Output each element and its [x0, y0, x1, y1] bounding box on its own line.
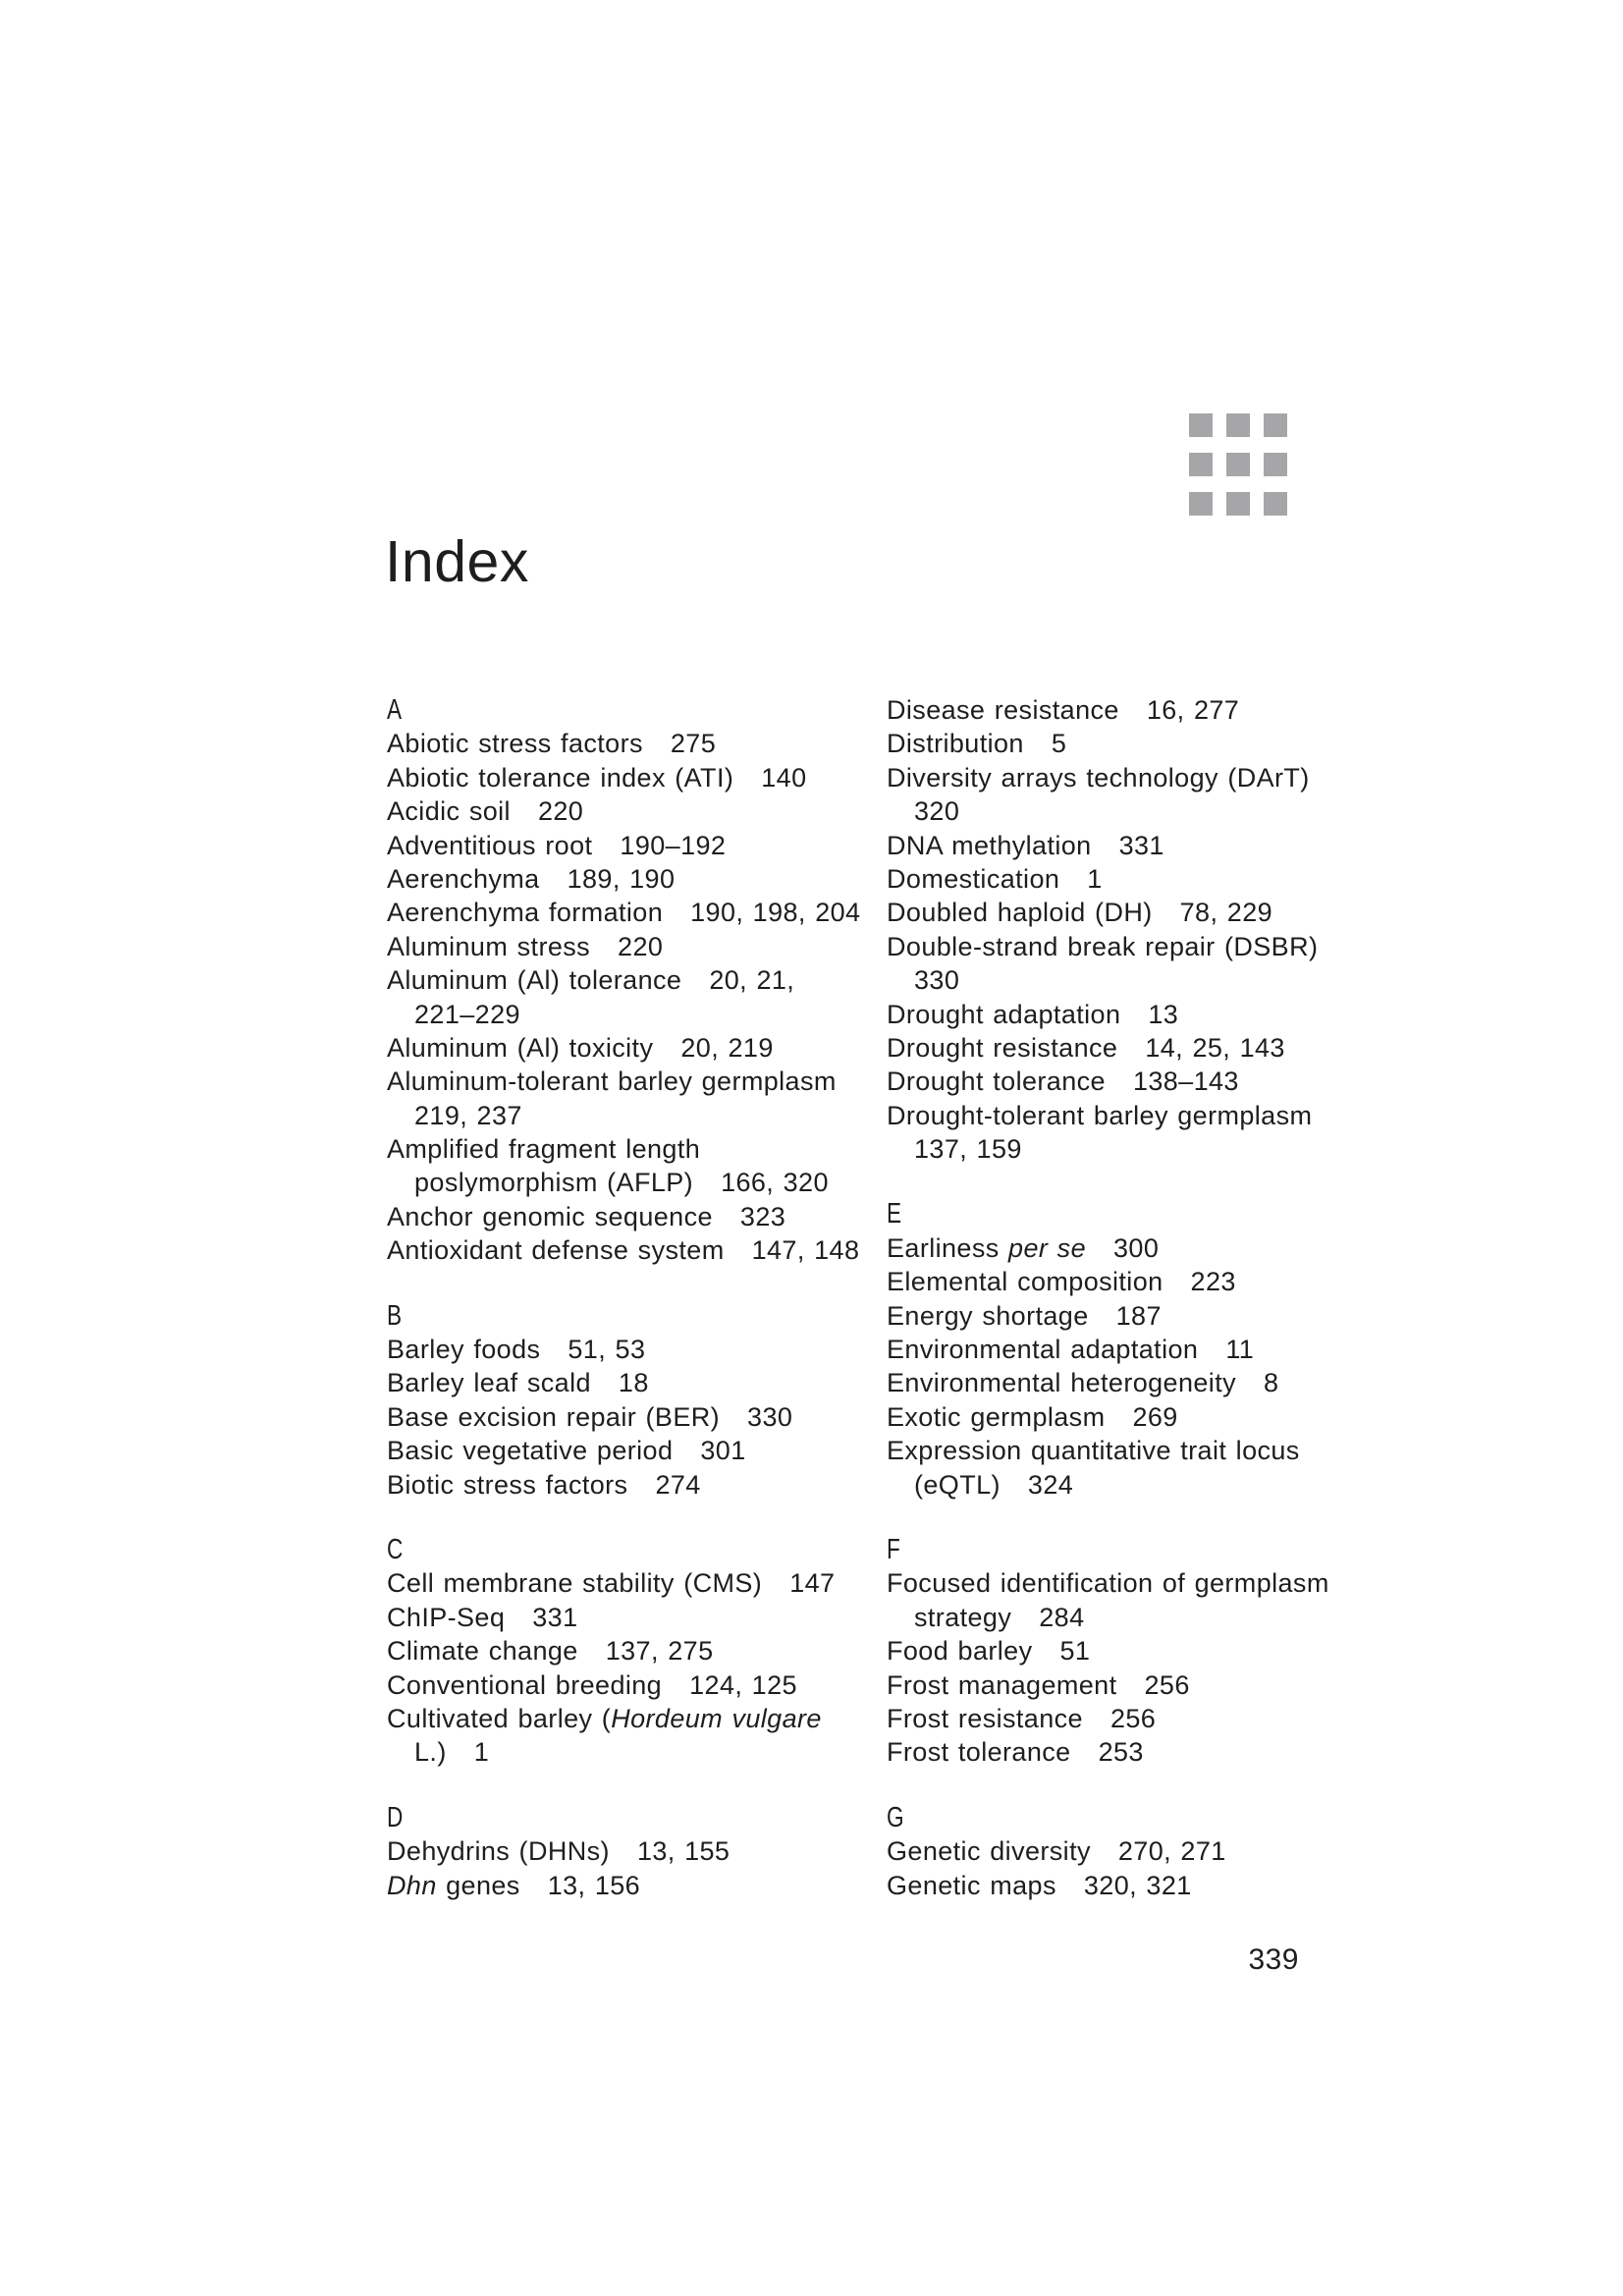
entry-term: Aerenchyma formation [387, 898, 664, 928]
page-title: Index [385, 529, 529, 594]
index-entry-line [387, 896, 883, 929]
index-entry-line [887, 1634, 1382, 1667]
index-entry-line [887, 1468, 1382, 1502]
index-entry-line [387, 1434, 883, 1467]
entry-pages: 275 [670, 729, 717, 759]
entry-pages: 284 [1039, 1602, 1085, 1632]
entry-term: Basic vegetative period [387, 1436, 674, 1466]
entry-pages: 78, 229 [1179, 898, 1273, 928]
index-entry-line [887, 693, 1382, 727]
index-entry-line [887, 1566, 1382, 1600]
index-entry-line [887, 1099, 1382, 1132]
entry-pages: 16, 277 [1146, 695, 1240, 725]
decoration-square [1264, 413, 1287, 437]
entry-pages: 14, 25, 143 [1145, 1032, 1285, 1063]
entry-term: Environmental adaptation [887, 1335, 1199, 1365]
section-letter: F [887, 1533, 901, 1565]
index-entry-line [387, 862, 883, 896]
index-entry-line [387, 1869, 883, 1902]
entry-term: Double-strand break repair (DSBR) [887, 931, 1319, 961]
index-entry-line [387, 829, 883, 862]
index-entry-line [387, 1200, 883, 1233]
index-entry-line [387, 1132, 883, 1166]
index-entry-line [887, 727, 1382, 760]
entry-term: Distribution [887, 729, 1024, 759]
section-letter: B [387, 1299, 403, 1332]
entry-term: poslymorphism (AFLP) [414, 1168, 694, 1198]
entry-term: Drought resistance [887, 1032, 1118, 1063]
entry-term: Base excision repair (BER) [387, 1401, 721, 1432]
entry-pages: 147, 148 [751, 1235, 860, 1266]
entry-pages: 8 [1264, 1368, 1279, 1398]
entry-term: Environmental heterogeneity [887, 1368, 1237, 1398]
entry-term: Aerenchyma [387, 863, 540, 894]
entry-pages: 20, 21, [709, 965, 795, 996]
index-entry-line [387, 1233, 883, 1267]
index-entry-line [387, 1031, 883, 1065]
decoration-square [1226, 413, 1250, 437]
entry-term: Frost tolerance [887, 1737, 1071, 1768]
index-entry-line [387, 1668, 883, 1702]
entry-term: Aluminum stress [387, 931, 591, 961]
index-entry-line [387, 761, 883, 794]
index-entry-line [387, 1366, 883, 1399]
entry-pages: 13, 155 [636, 1836, 730, 1867]
entry-pages: 11 [1225, 1335, 1255, 1365]
index-entry-line [887, 1231, 1382, 1265]
index-entry-line [387, 1400, 883, 1434]
index-entry-line [887, 862, 1382, 896]
section-letter-row [387, 1801, 883, 1834]
entry-term: Dhn [387, 1870, 437, 1900]
entry-term: Conventional breeding [387, 1669, 663, 1700]
entry-term: Focused identification of germplasm [887, 1568, 1329, 1599]
index-entry-line [887, 761, 1382, 794]
entry-term: Drought adaptation [887, 999, 1121, 1029]
entry-pages: 124, 125 [689, 1669, 797, 1700]
index-section-G [887, 1801, 1382, 1902]
section-letter-row [387, 1533, 883, 1566]
entry-pages: 220 [618, 931, 664, 961]
decoration-square [1189, 492, 1213, 516]
entry-term: Frost management [887, 1669, 1117, 1700]
index-section-E [887, 1197, 1382, 1502]
index-entry-line [387, 1702, 883, 1735]
entry-term: Elemental composition [887, 1267, 1163, 1297]
decoration-grid [1189, 413, 1287, 516]
decoration-square [1189, 413, 1213, 437]
entry-pages: 331 [1118, 830, 1164, 860]
index-entry-line [387, 1834, 883, 1868]
entry-pages: 256 [1109, 1703, 1157, 1733]
entry-pages: 5 [1051, 729, 1067, 759]
entry-term: Abiotic tolerance index (ATI) [387, 762, 734, 793]
entry-term: Doubled haploid (DH) [887, 898, 1153, 928]
entry-term: Aluminum (Al) tolerance [387, 965, 682, 996]
section-letter: E [887, 1198, 902, 1230]
entry-term: Aluminum (Al) toxicity [387, 1032, 654, 1063]
index-entry-line [887, 1265, 1382, 1298]
page-number: 339 [1248, 1943, 1299, 1976]
section-letter: A [387, 694, 403, 726]
index-entry-line [887, 1668, 1382, 1702]
entry-term: Expression quantitative trait locus [887, 1436, 1300, 1466]
entry-term: Dehydrins (DHNs) [387, 1836, 610, 1867]
index-entry-line [887, 998, 1382, 1031]
index-column-right [887, 693, 1382, 1902]
entry-term: Domestication [887, 863, 1060, 894]
entry-term: Aluminum-tolerant barley germplasm [387, 1066, 837, 1097]
entry-term: Earliness [887, 1232, 1009, 1263]
index-entry-line [387, 998, 883, 1031]
entry-term: Hordeum vulgare [611, 1703, 822, 1733]
index-entry-line [387, 1735, 883, 1769]
decoration-square [1226, 492, 1250, 516]
section-letter: C [387, 1533, 404, 1565]
entry-term: Abiotic stress factors [387, 729, 643, 759]
index-entry-line [387, 1634, 883, 1667]
entry-term: Diversity arrays technology (DArT) [887, 762, 1310, 793]
entry-pages: 13 [1148, 999, 1179, 1029]
entry-term: Barley leaf scald [387, 1368, 591, 1398]
entry-pages: 253 [1098, 1737, 1144, 1768]
index-entry-line [887, 930, 1382, 963]
index-entry-line [387, 794, 883, 828]
entry-term: Genetic diversity [887, 1836, 1091, 1867]
entry-term: Exotic germplasm [887, 1401, 1106, 1432]
section-letter-row [387, 693, 883, 727]
entry-pages: 18 [618, 1368, 649, 1398]
entry-term: 137, 159 [914, 1134, 1022, 1165]
index-entry-line [387, 1099, 883, 1132]
entry-term: Antioxidant defense system [387, 1235, 725, 1266]
entry-term: Drought tolerance [887, 1066, 1106, 1097]
entry-term: Biotic stress factors [387, 1469, 628, 1500]
index-entry-line [387, 1166, 883, 1199]
index-entry-line [387, 727, 883, 760]
decoration-square [1226, 453, 1250, 476]
section-letter: G [887, 1801, 904, 1833]
index-section-continued [887, 693, 1382, 1166]
index-section-D [387, 1801, 883, 1902]
entry-pages: 324 [1027, 1469, 1074, 1500]
index-section-A [387, 693, 883, 1268]
entry-term: 320 [914, 796, 960, 827]
entry-term: Drought-tolerant barley germplasm [887, 1100, 1313, 1130]
entry-term: Climate change [387, 1636, 578, 1667]
entry-pages: 323 [739, 1201, 786, 1231]
index-entry-line [387, 963, 883, 997]
entry-pages: 301 [700, 1436, 746, 1466]
decoration-square [1264, 492, 1287, 516]
index-entry-line [387, 930, 883, 963]
entry-term: per se [1008, 1232, 1086, 1263]
entry-pages: 51 [1059, 1636, 1091, 1667]
entry-pages: 1 [1087, 863, 1103, 894]
section-letter-row [887, 1533, 1382, 1566]
entry-pages: 187 [1115, 1300, 1162, 1331]
index-entry-line [887, 1299, 1382, 1333]
index-entry-line [887, 1132, 1382, 1166]
index-column-left [387, 693, 883, 1902]
entry-pages: 274 [655, 1469, 701, 1500]
entry-pages: 223 [1190, 1267, 1236, 1297]
entry-pages: 270, 271 [1117, 1836, 1226, 1867]
entry-term: Disease resistance [887, 695, 1119, 725]
entry-term: Food barley [887, 1636, 1033, 1667]
entry-pages: 256 [1144, 1669, 1190, 1700]
index-entry-line [887, 794, 1382, 828]
entry-term: Cell membrane stability (CMS) [387, 1568, 763, 1599]
index-entry-line [387, 1566, 883, 1600]
section-letter-row [887, 1197, 1382, 1230]
index-entry-line [387, 1468, 883, 1502]
index-entry-line [887, 1735, 1382, 1769]
decoration-square [1264, 453, 1287, 476]
entry-pages: 320, 321 [1083, 1870, 1192, 1900]
index-entry-line [887, 1702, 1382, 1735]
index-section-F [887, 1533, 1382, 1770]
index-entry-line [887, 1834, 1382, 1868]
index-entry-line [887, 1434, 1382, 1467]
entry-pages: 140 [761, 762, 807, 793]
entry-pages: 137, 275 [605, 1636, 714, 1667]
index-entry-line [887, 963, 1382, 997]
entry-term: Adventitious root [387, 830, 593, 860]
index-entry-line [887, 1366, 1382, 1399]
entry-pages: 269 [1132, 1401, 1178, 1432]
entry-pages: 138–143 [1132, 1066, 1239, 1097]
entry-term: Frost resistance [887, 1703, 1083, 1733]
entry-term: Genetic maps [887, 1870, 1056, 1900]
index-entry-line [887, 1869, 1382, 1902]
entry-term: L.) [414, 1737, 447, 1768]
entry-term: ChIP-Seq [387, 1602, 506, 1632]
entry-term: Cultivated barley ( [387, 1703, 612, 1733]
index-entry-line [387, 1065, 883, 1098]
entry-pages: 13, 156 [547, 1870, 641, 1900]
index-section-B [387, 1299, 883, 1502]
entry-term: DNA methylation [887, 830, 1092, 860]
entry-term: (eQTL) [914, 1469, 1001, 1500]
section-letter: D [387, 1801, 404, 1833]
index-entry-line [387, 1333, 883, 1366]
index-entry-line [887, 1400, 1382, 1434]
entry-term: genes [436, 1870, 520, 1900]
entry-pages: 51, 53 [568, 1335, 646, 1365]
index-entry-line [887, 1031, 1382, 1065]
index-entry-line [887, 1065, 1382, 1098]
entry-term: 221–229 [414, 999, 520, 1029]
index-entry-line [887, 896, 1382, 929]
index-entry-line [387, 1601, 883, 1634]
entry-term: 219, 237 [414, 1100, 522, 1130]
entry-term: Acidic soil [387, 796, 511, 827]
entry-term: Anchor genomic sequence [387, 1201, 713, 1231]
entry-pages: 1 [473, 1737, 490, 1768]
entry-term: Barley foods [387, 1335, 541, 1365]
section-letter-row [387, 1299, 883, 1333]
entry-term: Amplified fragment length [387, 1134, 701, 1165]
entry-pages: 331 [532, 1602, 578, 1632]
entry-pages: 189, 190 [567, 863, 676, 894]
index-entry-line [887, 1333, 1382, 1366]
entry-pages: 300 [1113, 1232, 1160, 1263]
entry-term: strategy [914, 1602, 1012, 1632]
index-entry-line [887, 829, 1382, 862]
entry-pages: 190–192 [620, 830, 727, 860]
entry-pages: 166, 320 [721, 1168, 829, 1198]
entry-pages: 190, 198, 204 [690, 898, 861, 928]
entry-term: Energy shortage [887, 1300, 1089, 1331]
entry-pages: 220 [537, 796, 584, 827]
index-section-C [387, 1533, 883, 1770]
entry-pages: 20, 219 [680, 1032, 774, 1063]
section-letter-row [887, 1801, 1382, 1834]
entry-term: 330 [914, 965, 960, 996]
entry-pages: 330 [747, 1401, 793, 1432]
index-entry-line [887, 1601, 1382, 1634]
decoration-square [1189, 453, 1213, 476]
entry-pages: 147 [789, 1568, 836, 1599]
